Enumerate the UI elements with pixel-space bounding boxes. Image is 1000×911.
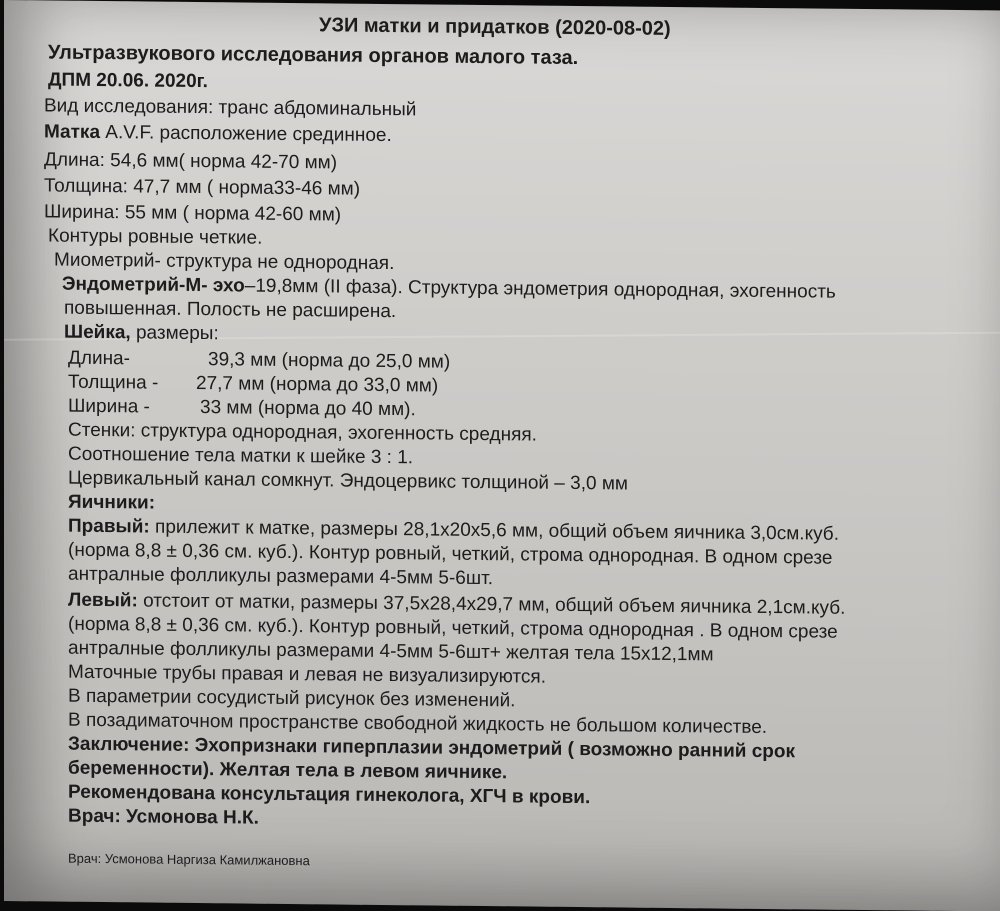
left-ovary-text-3: антралные фолликулы размерами 4-5мм 5-6шт+ желтая тела 15х12,1мм xyxy=(68,637,714,666)
right-ovary-label: Правый: xyxy=(68,515,150,538)
cervical-canal: Цервикальный канал сомкнут. Эндоцервикс толщиной – 3,0 мм xyxy=(68,467,628,495)
left-ovary-text-1: отстоит от матки, размеры 37,5х28,4х29,7 мм, общий объем яичника 2,1см.куб. xyxy=(137,590,846,619)
dpm-line: ДПМ 20.06. 2020г. xyxy=(48,69,208,93)
uterus-thickness: Толщина: 47,7 мм ( норма33-46 мм) xyxy=(44,175,361,200)
uterus-line xyxy=(44,120,392,148)
endometrium-label: Эндометрий-М- эхо xyxy=(62,273,245,297)
report-subtitle: Ультразвукового исследования органов малого таза. xyxy=(48,41,579,70)
recommendation: Рекомендована консультация гинеколога, ХГЧ в крови. xyxy=(68,781,591,809)
fallopian-tubes: Маточные трубы правая и левая не визуализируются. xyxy=(68,661,546,688)
left-ovary-label: Левый: xyxy=(68,589,138,612)
doctor-full: Врач: Усмонова Наргиза Камилжановна xyxy=(68,850,310,869)
report-title: УЗИ матки и придатков (2020-08-02) xyxy=(319,14,671,40)
cervix-thickness-value: 27,7 мм (норма до 33,0 мм) xyxy=(196,373,439,397)
right-ovary-text-3: антралные фолликулы размерами 4-5мм 5-6шт. xyxy=(68,563,493,590)
cervix-text: размеры: xyxy=(130,322,219,345)
cervix-ratio: Соотношение тела матки к шейке 3 : 1. xyxy=(68,443,414,469)
cervix-width-label: Ширина - xyxy=(68,395,150,418)
uterus-label: Матка xyxy=(44,121,101,144)
conclusion-1: Заключение: Эхопризнаки гиперплазии эндометрий ( возможно ранний срок xyxy=(68,733,796,763)
parametrium: В параметрии сосудистый рисунок без изменений. xyxy=(68,685,516,712)
cervix-length-value: 39,3 мм (норма до 25,0 мм) xyxy=(208,349,451,373)
myometrium: Миометрий- структура не однородная. xyxy=(54,249,395,275)
report-paper xyxy=(4,0,1000,911)
cervix-length-label: Длина- xyxy=(68,347,130,370)
right-ovary-text-1: прилежит к матке, размеры 28,1х20х5,6 мм, общий объем яичника 3,0см.куб. xyxy=(149,516,839,545)
conclusion-2: беременности). Желтая тела в левом яичнике. xyxy=(68,757,508,784)
cervix-thickness-label: Толщина - xyxy=(68,371,159,394)
uterus-text: A.V.F. расположение срединное. xyxy=(100,122,392,147)
endometrium-text-2: повышенная. Полость не расширена. xyxy=(64,297,397,323)
exam-type: Вид исследования: транс абдоминальный xyxy=(44,95,417,121)
contours: Контуры ровные четкие. xyxy=(48,225,263,249)
cervix-label: Шейка, xyxy=(64,321,131,344)
cervix-width-value: 33 мм (норма до 40 мм). xyxy=(200,397,416,421)
doctor-short: Врач: Усмонова Н.К. xyxy=(68,805,259,829)
uterus-length: Длина: 54,6 мм( норма 42-70 мм) xyxy=(44,149,338,174)
endometrium-text: –19,8мм (II фаза). Структура эндометрия однородная, эхогенность xyxy=(244,275,836,303)
left-ovary-text-2: (норма 8,8 ± 0,36 см. куб.). Контур ровный, четкий, строма однородная . В одном срезе xyxy=(68,613,838,643)
ovaries-label: Яичники: xyxy=(68,491,156,514)
cervix-line xyxy=(64,321,219,347)
uterus-width: Ширина: 55 мм ( норма 42-60 мм) xyxy=(44,201,342,226)
cervix-walls: Стенки: структура однородная, эхогенность средняя. xyxy=(68,419,537,446)
right-ovary-text-2: (норма 8,8 ± 0,36 см. куб.). Контур ровный, четкий, строма однородная. В одном срезе xyxy=(68,539,833,569)
retrouterine: В позадиматочном пространстве свободной жидкость не большом количестве. xyxy=(68,709,768,738)
